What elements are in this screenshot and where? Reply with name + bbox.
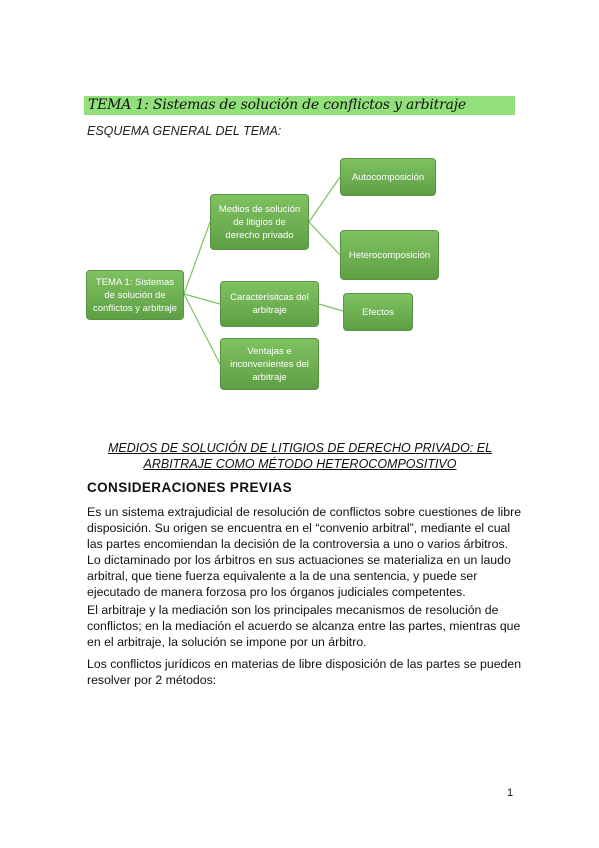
diagram-node-caracteristicas bbox=[220, 281, 319, 327]
connector-root-ventajas bbox=[184, 294, 220, 364]
page-number: 1 bbox=[507, 787, 514, 799]
connector-root-medios bbox=[184, 222, 210, 294]
scheme-label: ESQUEMA GENERAL DEL TEMA: bbox=[87, 124, 282, 138]
diagram-node-autocomposicion bbox=[340, 158, 436, 196]
connector-root-caracteristicas bbox=[184, 294, 220, 304]
diagram-node-heterocomposicion-label: Heterocomposición bbox=[348, 249, 431, 261]
connector-medios-auto bbox=[309, 177, 340, 222]
paragraph-3-line: Los conflictos jurídicos en materias de libre disposición de las partes se pueden bbox=[87, 657, 522, 671]
paragraph-1-line: disposición. Su origen se encuentra en el “convenio arbitral”, mediante el cual bbox=[87, 521, 511, 535]
paragraph-1-line: Lo dictaminado por los árbitros en sus actuaciones se materializa en un laudo bbox=[87, 553, 511, 567]
section-heading-line-1: MEDIOS DE SOLUCIÓN DE LITIGIOS DE DERECHO PRIVADO: EL bbox=[107, 441, 493, 455]
connector-medios-hetero bbox=[309, 222, 340, 255]
diagram-node-ventajas-label: Ventajas e inconvenientes del arbitraje bbox=[230, 345, 309, 383]
paragraph-2-line: El arbitraje y la mediación son los principales mecanismos de resolución de bbox=[87, 603, 499, 617]
subheading-consideraciones: CONSIDERACIONES PREVIAS bbox=[87, 480, 292, 495]
diagram-node-efectos-label: Efectos bbox=[362, 306, 394, 318]
diagram-node-autocomposicion-label: Autocomposición bbox=[351, 171, 425, 183]
connector-caracteristicas-efectos bbox=[319, 304, 343, 311]
diagram-node-ventajas bbox=[220, 338, 319, 390]
page-title: TEMA 1: Sistemas de solución de conflictos y arbitraje bbox=[88, 97, 466, 113]
section-heading bbox=[60, 440, 540, 472]
paragraph-1-line: ejecutado de manera forzosa pro los órganos judiciales competentes. bbox=[87, 585, 466, 599]
section-heading-line-2: ARBITRAJE COMO MÉTODO HETEROCOMPOSITIVO bbox=[143, 457, 457, 471]
paragraph-1-line: las partes encomiendan la decisión de la controversia a uno o varios árbitros. bbox=[87, 537, 509, 551]
diagram-node-root bbox=[86, 270, 184, 320]
paragraph-1-line: Es un sistema extrajudicial de resolución de conflictos sobre cuestiones de libre bbox=[87, 505, 522, 519]
diagram-node-medios bbox=[210, 194, 309, 250]
diagram-node-root-label: TEMA 1: Sistemas de solución de conflictos y arbitraje bbox=[93, 276, 177, 314]
diagram-node-efectos bbox=[343, 293, 413, 331]
paragraph-2-line: en el arbitraje, la solución se impone por un árbitro. bbox=[87, 635, 367, 649]
diagram-node-heterocomposicion bbox=[340, 230, 439, 280]
diagram-node-caracteristicas-label: Caracterísitcas del arbitraje bbox=[230, 292, 309, 316]
paragraph-3-line: resolver por 2 métodos: bbox=[87, 673, 217, 687]
diagram-node-medios-label: Medios de solución de litigios de derecho privado bbox=[218, 203, 301, 241]
paragraph-1 bbox=[87, 504, 522, 600]
paragraph-1-line: arbitral, que tiene fuerza equivalente a la de una sentencia, y puede ser bbox=[87, 569, 478, 583]
paragraph-2-line: conflictos; en la mediación el acuerdo se alcanza entre las partes, mientras que bbox=[87, 619, 521, 633]
paragraph-3 bbox=[87, 656, 522, 688]
paragraph-2 bbox=[87, 602, 519, 650]
